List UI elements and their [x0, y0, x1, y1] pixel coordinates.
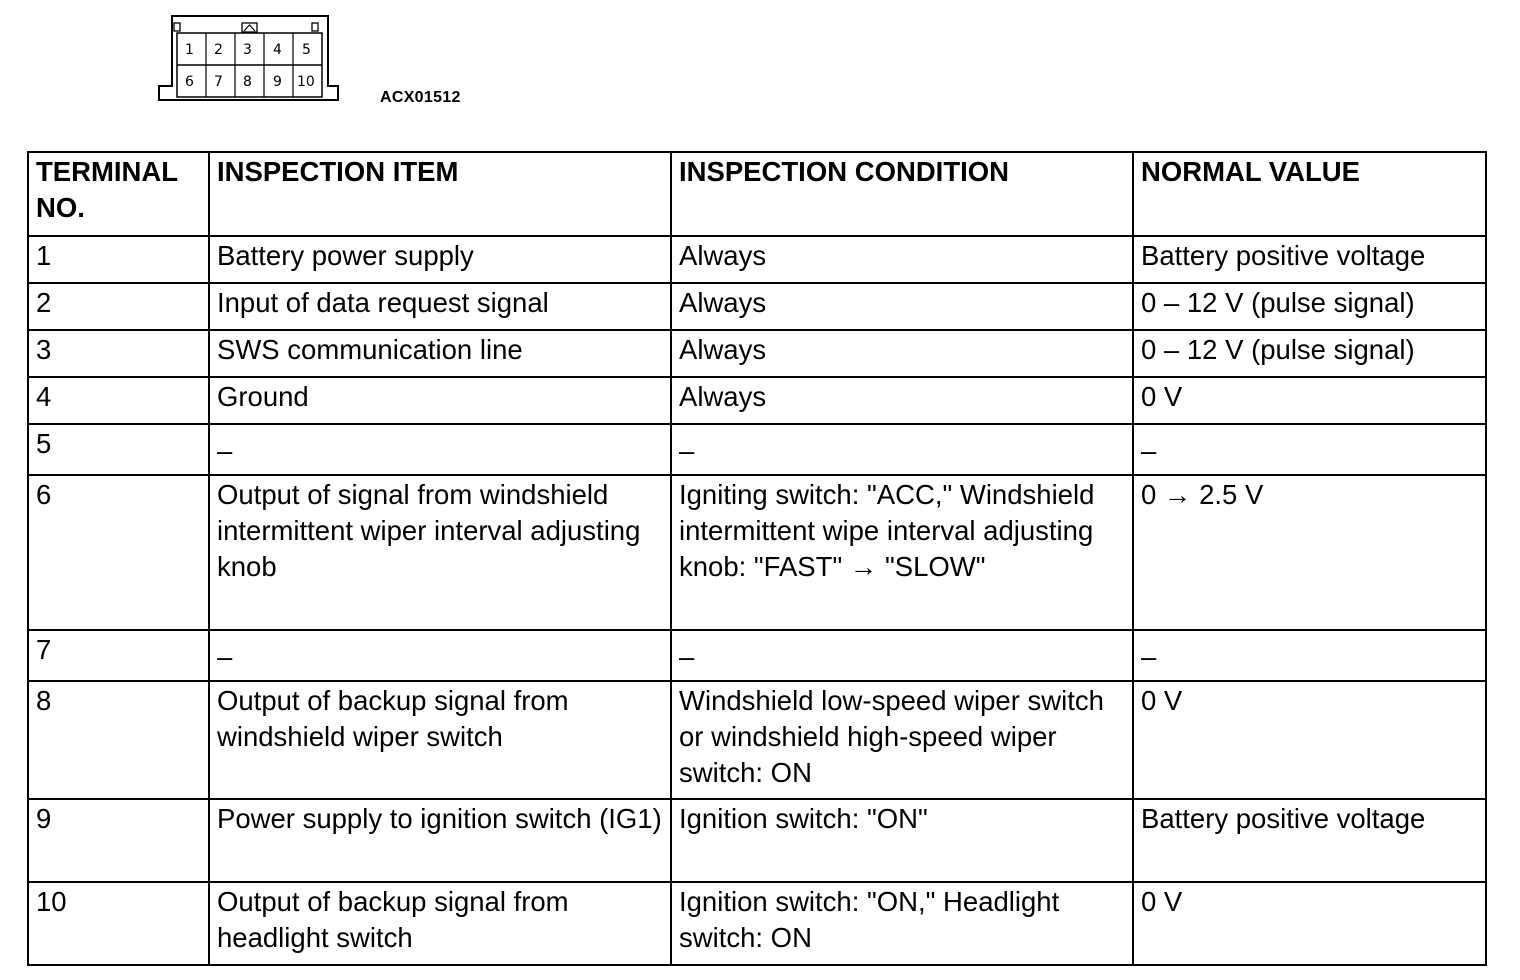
item-cell: Output of backup signal from windshield wiper switch: [209, 681, 671, 799]
pin-label: 1: [185, 42, 194, 58]
table-header-row: [28, 152, 1486, 236]
condition-cell: –: [671, 630, 1133, 681]
header-normal-value: NORMAL VALUE: [1133, 152, 1486, 236]
pin-label: 7: [214, 74, 223, 90]
pin-label: 4: [273, 42, 282, 58]
value-cell: 0 → 2.5 V: [1133, 475, 1486, 630]
terminal-cell: 4: [28, 377, 209, 424]
header-inspection-item: INSPECTION ITEM: [209, 152, 671, 236]
terminal-cell: 3: [28, 330, 209, 377]
value-cell: 0 V: [1133, 377, 1486, 424]
condition-cell: Ignition switch: "ON," Headlight switch: ON: [671, 882, 1133, 965]
item-cell: Input of data request signal: [209, 283, 671, 330]
item-cell: –: [209, 424, 671, 475]
terminal-cell: 8: [28, 681, 209, 799]
table-row: [28, 424, 1486, 475]
condition-cell: Ignition switch: "ON": [671, 799, 1133, 882]
table-row: [28, 681, 1486, 799]
value-cell: 0 V: [1133, 681, 1486, 799]
value-cell: Battery positive voltage: [1133, 799, 1486, 882]
header-inspection-condition: INSPECTION CONDITION: [671, 152, 1133, 236]
table-row: [28, 377, 1486, 424]
value-cell: –: [1133, 424, 1486, 475]
table-row: [28, 799, 1486, 882]
table-row: [28, 882, 1486, 965]
condition-cell: Always: [671, 377, 1133, 424]
connector-tab-right: [312, 23, 318, 31]
terminal-cell: 6: [28, 475, 209, 630]
terminal-cell: 10: [28, 882, 209, 965]
connector-tab-left: [174, 23, 180, 31]
condition-cell: Windshield low-speed wiper switch or windshield high-speed wiper switch: ON: [671, 681, 1133, 799]
connector-code: ACX01512: [380, 89, 461, 106]
terminal-inspection-table: [27, 151, 1487, 966]
item-cell: Battery power supply: [209, 236, 671, 283]
terminal-cell: 5: [28, 424, 209, 475]
terminal-cell: 7: [28, 630, 209, 681]
value-cell: 0 V: [1133, 882, 1486, 965]
pin-label: 2: [214, 42, 223, 58]
table-row: [28, 475, 1486, 630]
pin-label: 5: [302, 42, 311, 58]
value-cell: Battery positive voltage: [1133, 236, 1486, 283]
pin-label: 6: [185, 74, 194, 90]
pin-label: 3: [243, 42, 252, 58]
connector-diagram: [156, 14, 342, 104]
table-row: [28, 330, 1486, 377]
item-cell: –: [209, 630, 671, 681]
condition-cell: –: [671, 424, 1133, 475]
condition-cell: Always: [671, 330, 1133, 377]
value-cell: –: [1133, 630, 1486, 681]
value-cell: 0 – 12 V (pulse signal): [1133, 330, 1486, 377]
item-cell: Output of backup signal from headlight switch: [209, 882, 671, 965]
terminal-cell: 1: [28, 236, 209, 283]
pin-label: 10: [297, 74, 315, 90]
table-row: [28, 630, 1486, 681]
value-cell: 0 – 12 V (pulse signal): [1133, 283, 1486, 330]
condition-cell: Igniting switch: "ACC," Windshield intermittent wipe interval adjusting knob: "FAST" → "SLOW": [671, 475, 1133, 630]
item-cell: Output of signal from windshield intermittent wiper interval adjusting knob: [209, 475, 671, 630]
item-cell: Power supply to ignition switch (IG1): [209, 799, 671, 882]
item-cell: Ground: [209, 377, 671, 424]
terminal-cell: 9: [28, 799, 209, 882]
pin-label: 8: [243, 74, 252, 90]
table-row: [28, 236, 1486, 283]
terminal-cell: 2: [28, 283, 209, 330]
condition-cell: Always: [671, 236, 1133, 283]
item-cell: SWS communication line: [209, 330, 671, 377]
pin-label: 9: [273, 74, 282, 90]
table-row: [28, 283, 1486, 330]
header-terminal-no: TERMINAL NO.: [28, 152, 209, 236]
condition-cell: Always: [671, 283, 1133, 330]
